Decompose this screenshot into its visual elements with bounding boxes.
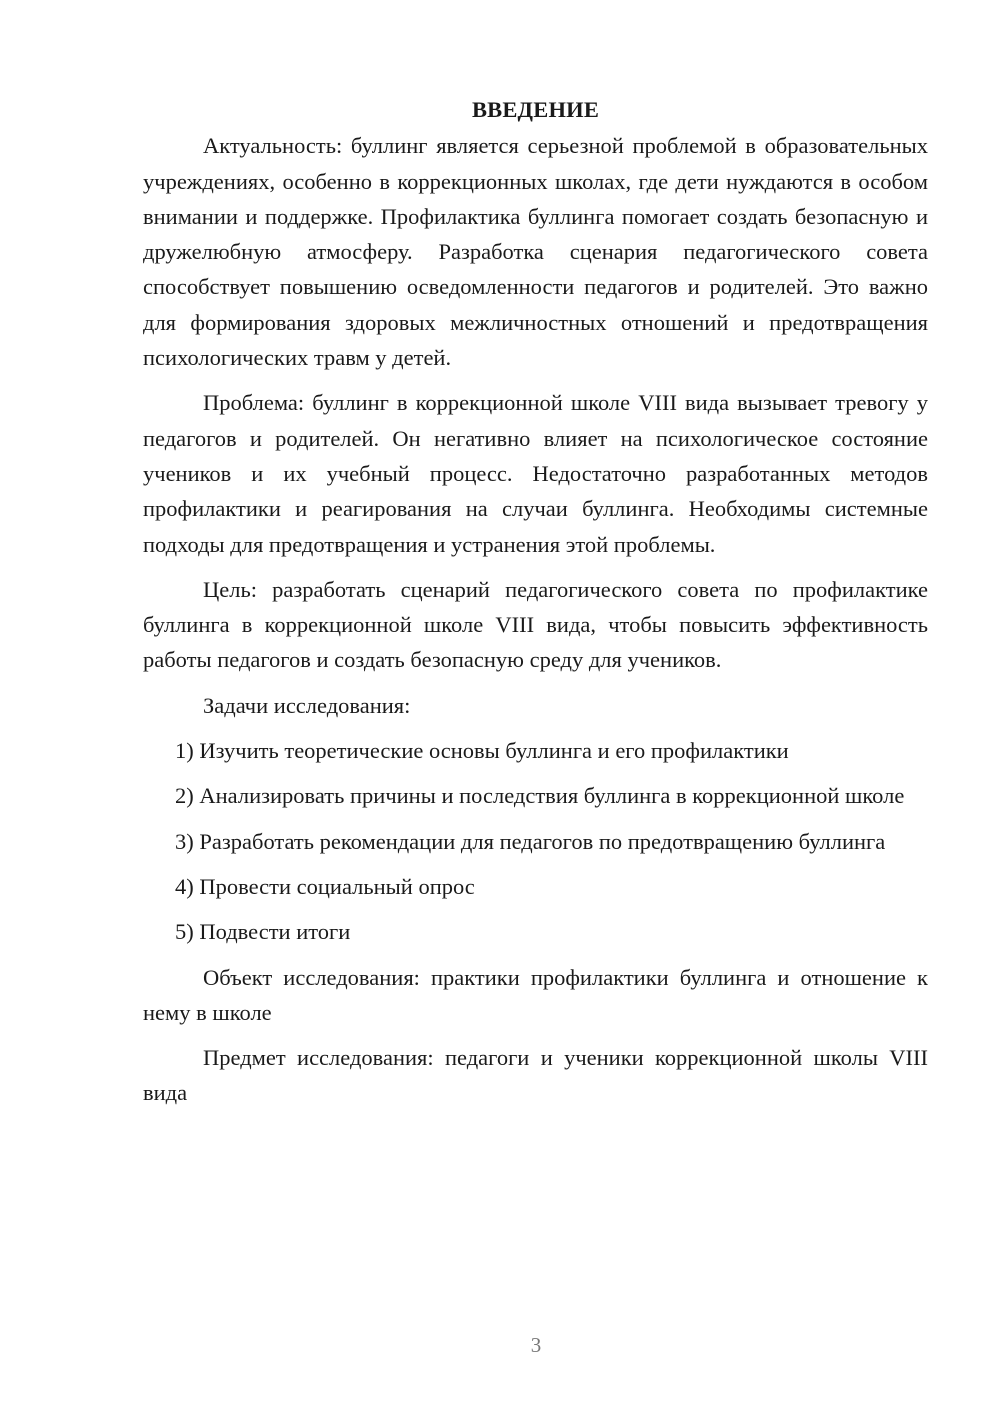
paragraph-problem: Проблема: буллинг в коррекционной школе VIII вида вызывает тревогу у педагогов и родителей. Он негативно влияет на психологическое состояние учеников и их учебный процесс. Недостаточно разработанных методов профилактики и реагирования на случаи буллинга. Необходимы системные подходы для предотвращения и устранения этой проблемы. [143,390,928,557]
list-item: 1) Изучить теоретические основы буллинга и его профилактики [175,738,789,764]
paragraph-relevance: Актуальность: буллинг является серьезной проблемой в образовательных учреждениях, особенно в коррекционных школах, где дети нуждаются в особом внимании и поддержке. Профилактика буллинга помогает создать безопасную и дружелюбную атмосферу. Разработка сценария педагогического совета способствует повышению осведомленности педагогов и родителей. Это важно для формирования здоровых межличностных отношений и предотвращения психологических травм у детей. [143,133,928,371]
page-title: ВВЕДЕНИЕ [471,97,600,122]
paragraph-subject: Предмет исследования: педагоги и ученики коррекционной школы VIII вида [143,1045,928,1106]
page-number: 3 [530,1333,542,1357]
list-item: 3) Разработать рекомендации для педагогов по предотвращению буллинга [175,828,886,854]
page-content [143,92,928,1121]
list-item: 2) Анализировать причины и последствия буллинга в коррекционной школе [175,783,905,809]
paragraph-goal: Цель: разработать сценарий педагогического совета по профилактике буллинга в коррекционной школе VIII вида, чтобы повысить эффективность работы педагогов и создать безопасную среду для учеников. [143,576,928,673]
list-item: 5) Подвести итоги [175,919,351,945]
list-item: 4) Провести социальный опрос [175,873,475,899]
paragraph-object: Объект исследования: практики профилактики буллинга и отношение к нему в школе [143,964,928,1025]
tasks-list [143,733,928,949]
tasks-heading: Задачи исследования: [203,692,411,718]
